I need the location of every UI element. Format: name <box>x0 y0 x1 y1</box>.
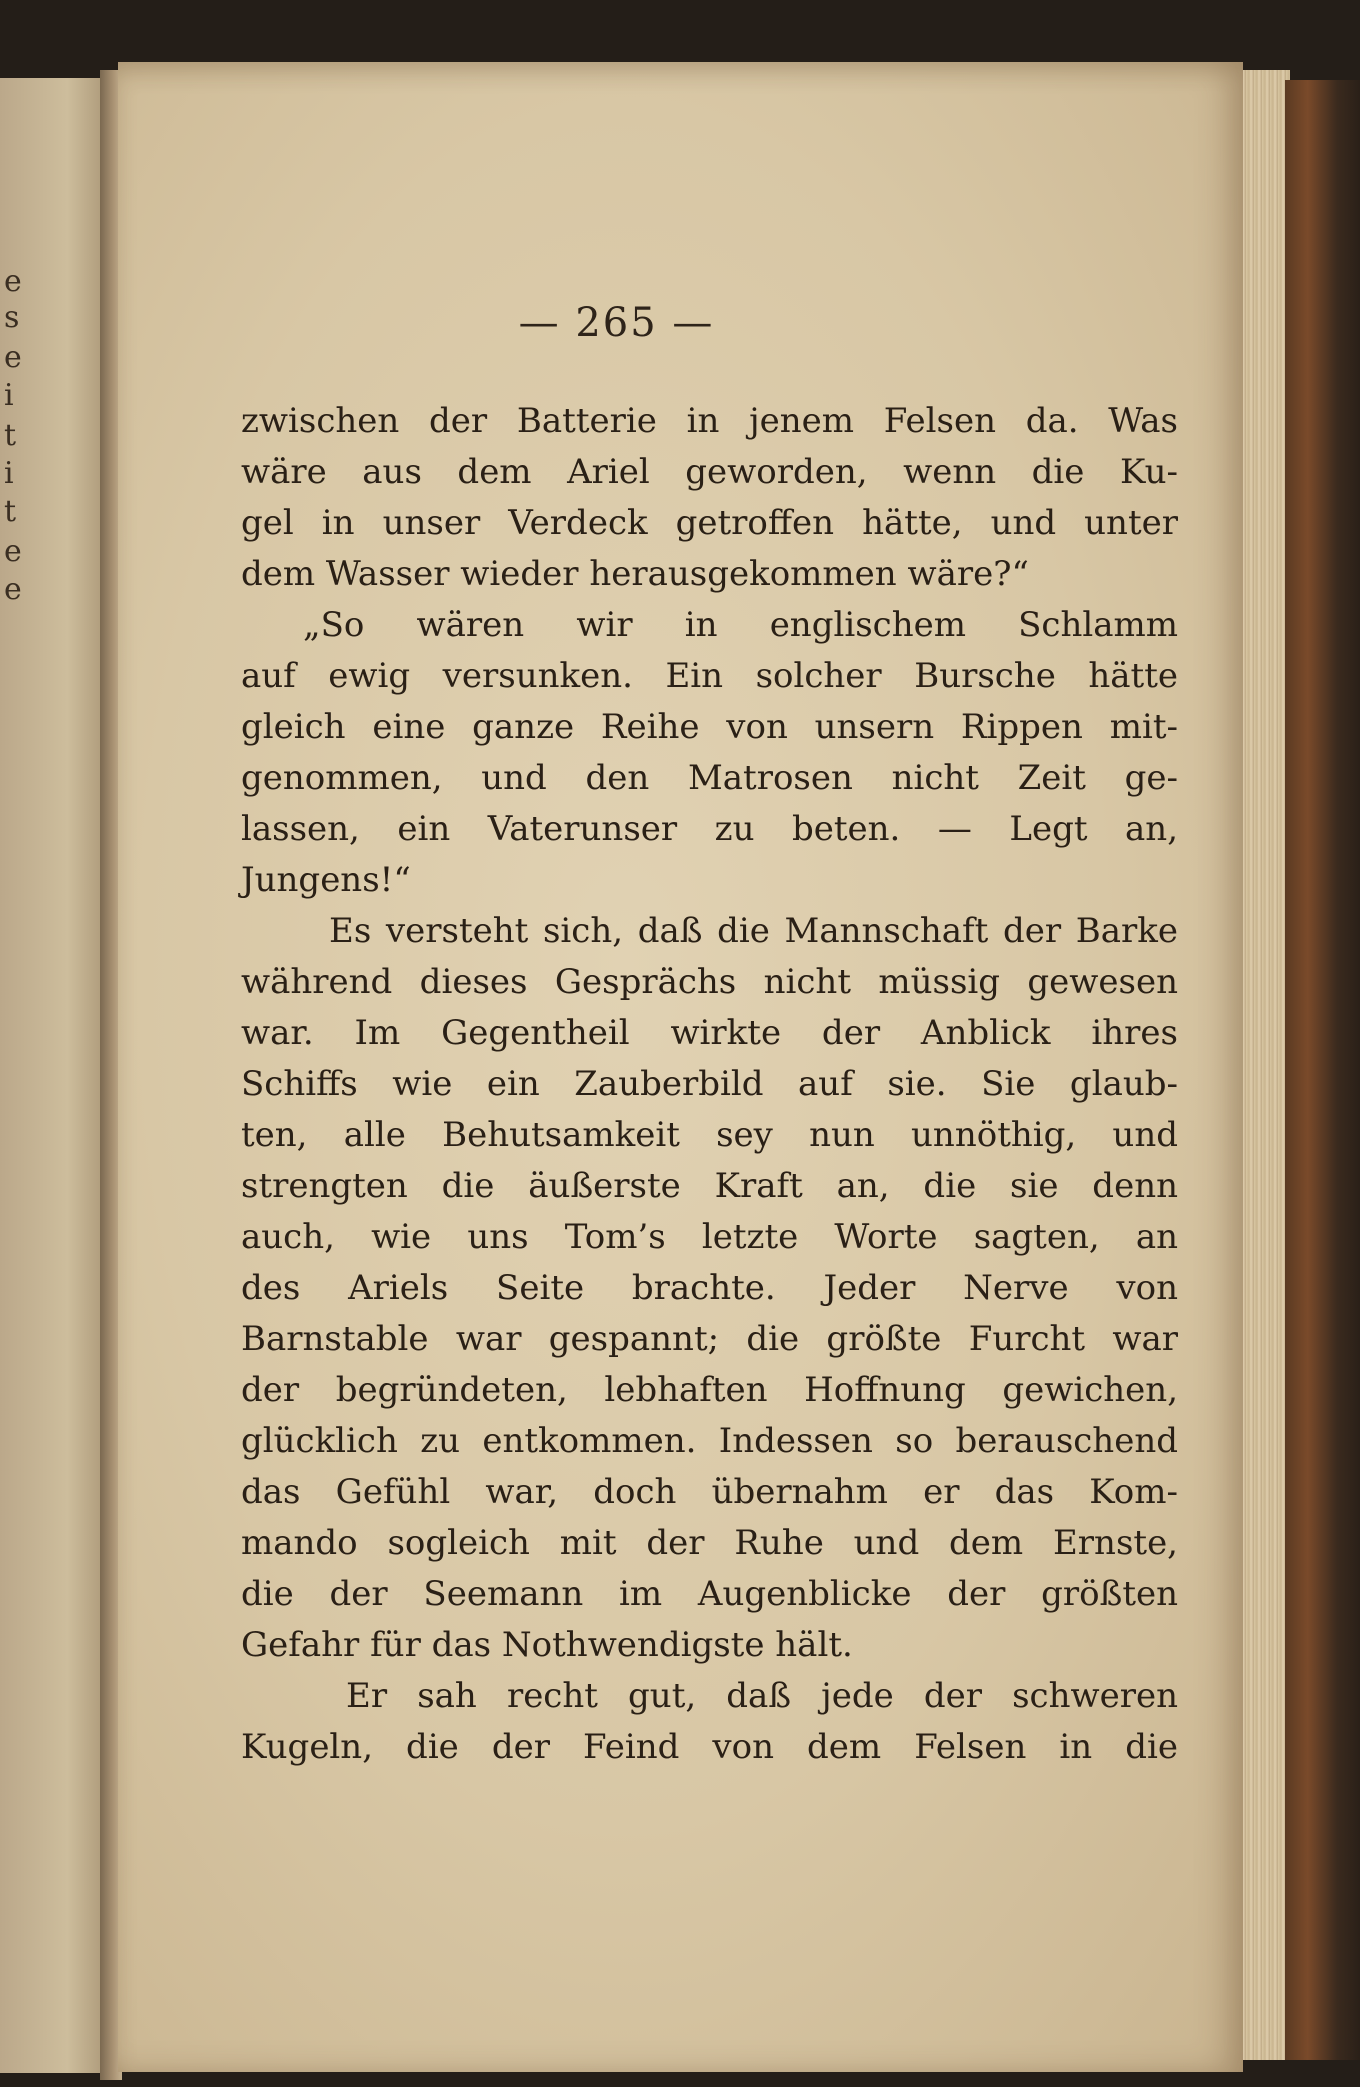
text-line: war. Im Gegentheil wirkte der Anblick ihres <box>241 1013 1178 1053</box>
text-line: dem Wasser wieder herausgekommen wäre?“ <box>241 554 1029 594</box>
page-number: — 265 — <box>518 300 715 346</box>
text-line: gel in unser Verdeck getroffen hätte, und unter <box>241 503 1178 543</box>
text-line: wäre aus dem Ariel geworden, wenn die Ku- <box>241 452 1178 492</box>
left-page-fragment: e <box>4 340 22 375</box>
text-line: genommen, und den Matrosen nicht Zeit ge- <box>241 758 1178 798</box>
right-page <box>118 62 1243 2072</box>
text-line: Gefahr für das Nothwendigste hält. <box>241 1625 853 1665</box>
left-page-fragment: e <box>4 534 22 569</box>
text-line: zwischen der Batterie in jenem Felsen da. Was <box>241 401 1178 441</box>
left-page-fragment: e <box>4 572 22 607</box>
text-line: gleich eine ganze Reihe von unsern Rippen mit- <box>241 707 1178 747</box>
text-line: strengten die äußerste Kraft an, die sie denn <box>241 1166 1178 1206</box>
text-line: Barnstable war gespannt; die größte Furcht war <box>241 1319 1178 1359</box>
book-cover-edge <box>1285 80 1360 2060</box>
page-edges <box>1238 70 1290 2060</box>
text-line: ten, alle Behutsamkeit sey nun unnöthig, und <box>241 1115 1178 1155</box>
text-line: Jungens!“ <box>241 860 411 900</box>
text-line: das Gefühl war, doch übernahm er das Kom- <box>241 1472 1178 1512</box>
left-page-fragment: i <box>4 378 14 413</box>
left-page-fragment: t <box>4 418 17 453</box>
text-line: der begründeten, lebhaften Hoffnung gewichen, <box>241 1370 1178 1410</box>
text-line: auch, wie uns Tom’s letzte Worte sagten, an <box>241 1217 1178 1257</box>
text-line: mando sogleich mit der Ruhe und dem Ernste, <box>241 1523 1178 1563</box>
text-line: Schiffs wie ein Zauberbild auf sie. Sie glaub- <box>241 1064 1178 1104</box>
left-page-fragment: i <box>4 456 14 491</box>
text-line: glücklich zu entkommen. Indessen so berauschend <box>241 1421 1178 1461</box>
text-line: auf ewig versunken. Ein solcher Bursche hätte <box>241 656 1178 696</box>
text-line: Kugeln, die der Feind von dem Felsen in die <box>241 1727 1178 1767</box>
text-line: des Ariels Seite brachte. Jeder Nerve von <box>241 1268 1178 1308</box>
text-line: lassen, ein Vaterunser zu beten. — Legt an, <box>241 809 1178 849</box>
text-line: während dieses Gesprächs nicht müssig gewesen <box>241 962 1178 1002</box>
left-page-fragment: s <box>4 300 20 335</box>
text-line: Es versteht sich, daß die Mannschaft der Barke <box>329 911 1178 951</box>
left-page-edge <box>0 78 112 2073</box>
text-line: die der Seemann im Augenblicke der größten <box>241 1574 1178 1614</box>
page-text <box>241 396 1178 1773</box>
left-page-fragment: t <box>4 494 17 529</box>
text-line: „So wären wir in englischem Schlamm <box>303 605 1178 645</box>
text-line: Er sah recht gut, daß jede der schweren <box>346 1676 1178 1716</box>
left-page-fragment: e <box>4 264 22 299</box>
